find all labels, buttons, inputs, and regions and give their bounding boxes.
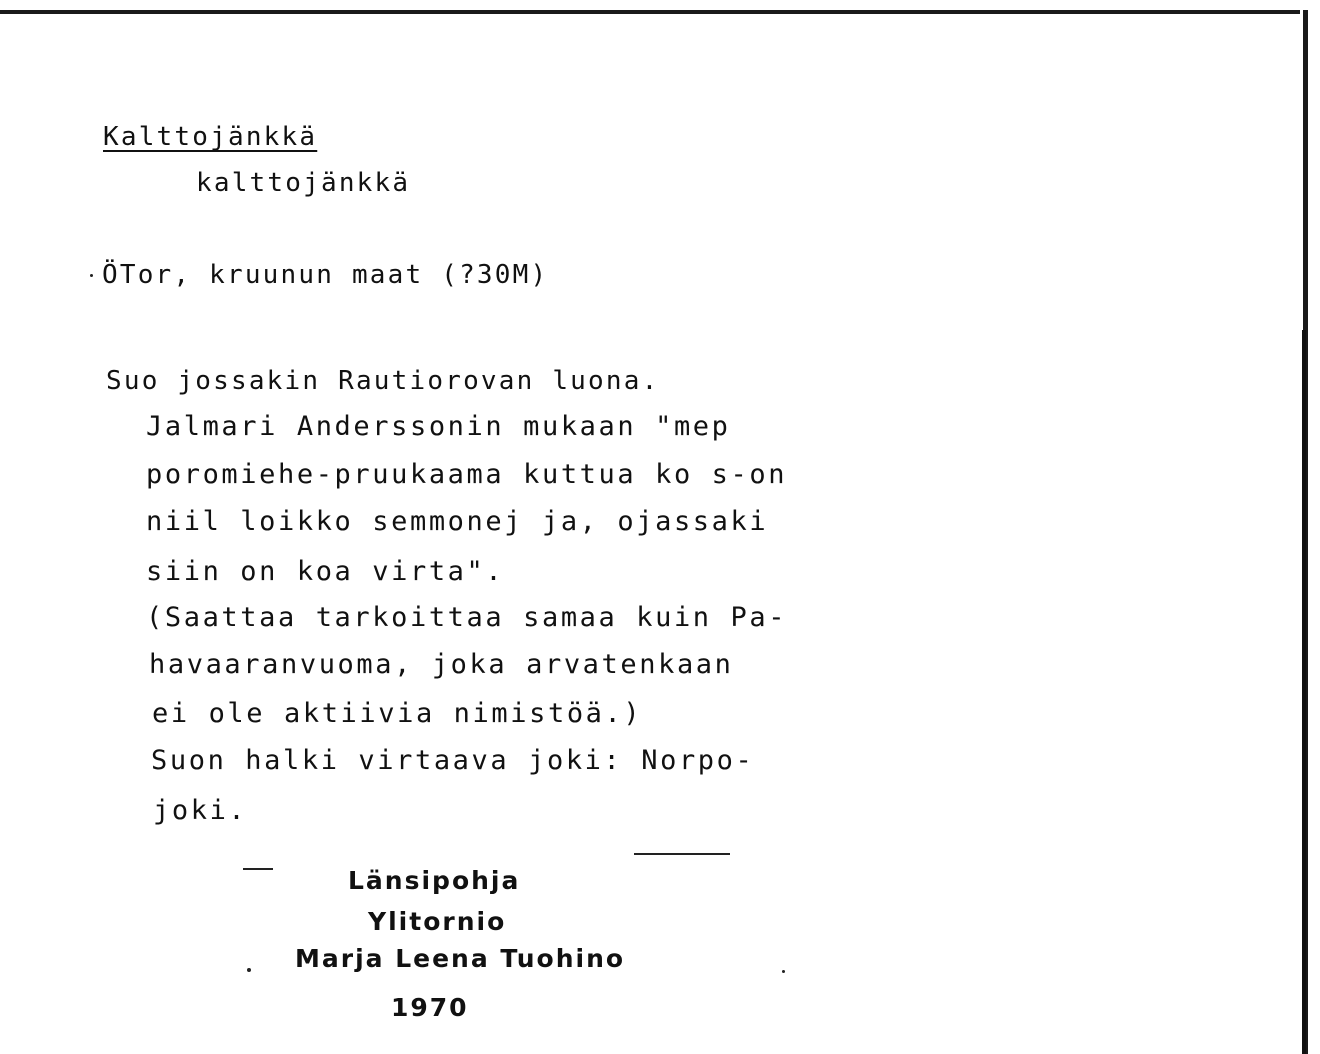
card-top-border <box>0 10 1300 14</box>
description-line: ei ole aktiivia nimistöä.) <box>152 698 643 729</box>
scan-mark <box>634 853 730 855</box>
description-line: Suo jossakin Rautiorovan luona. <box>106 366 660 396</box>
description-line: joki. <box>153 795 248 826</box>
description-line: siin on koa virta". <box>146 556 505 587</box>
card-right-border-inner <box>1302 330 1306 1054</box>
description-line: Suon halki virtaava joki: Norpo- <box>151 745 755 776</box>
description-line: niil loikko semmonej ja, ojassaki <box>146 506 769 537</box>
scan-mark <box>243 868 273 870</box>
speck-mark <box>90 274 93 277</box>
speck-mark <box>247 968 251 972</box>
stamp-region: Länsipohja <box>348 866 521 895</box>
description-line: Jalmari Anderssonin mukaan "mep <box>146 411 731 442</box>
stamp-collector: Marja Leena Tuohino <box>295 944 626 973</box>
place-name-heading: Kalttojänkkä <box>103 122 318 152</box>
stamp-year: 1970 <box>391 993 469 1022</box>
source-reference: ÖTor, kruunun maat (?30M) <box>102 260 549 290</box>
description-line: poromiehe-pruukaama kuttua ko s-on <box>146 459 788 490</box>
stamp-parish: Ylitornio <box>368 907 507 936</box>
description-line: (Saattaa tarkoittaa samaa kuin Pa- <box>146 602 788 633</box>
description-line: havaaranvuoma, joka arvatenkaan <box>149 649 734 680</box>
speck-mark <box>782 970 785 973</box>
place-name-variant: kalttojänkkä <box>196 168 411 198</box>
